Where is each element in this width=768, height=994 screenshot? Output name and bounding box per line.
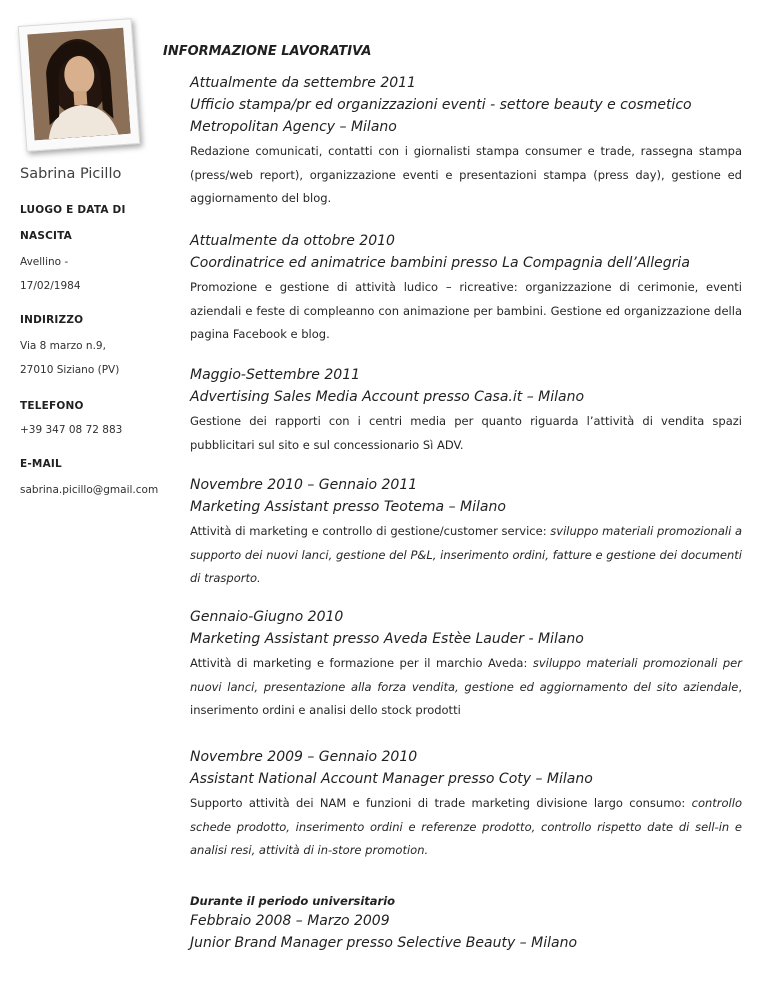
address-label: INDIRIZZO bbox=[20, 314, 84, 326]
job-description: Promozione e gestione di attività ludico – ricreative: organizzazione di cerimonie, eventi aziendali e feste di compleanno con animazione per bambini. Gestione ed organizzazione della pagina Facebook e blog. bbox=[190, 280, 742, 341]
address-line-1: Via 8 marzo n.9, bbox=[20, 340, 106, 352]
job-role: Marketing Assistant presso Teotema – Milano bbox=[190, 499, 506, 515]
job-description-text: Attività di marketing e formazione per il marchio Aveda: bbox=[190, 656, 533, 670]
portrait-image bbox=[27, 28, 130, 140]
job-role: Coordinatrice ed animatrice bambini presso La Compagnia dell’Allegria bbox=[190, 255, 690, 271]
section-title: INFORMAZIONE LAVORATIVA bbox=[163, 44, 372, 59]
profile-photo bbox=[27, 28, 130, 140]
job-date: Novembre 2009 – Gennaio 2010 bbox=[190, 749, 418, 765]
job-description: Gestione dei rapporti con i centri media per quanto riguarda l’attività di vendita spazi pubblicitari sul sito e sul concessionario Sì ADV. bbox=[190, 414, 742, 452]
job-entry bbox=[190, 364, 742, 457]
job-description-italic: controllo schede prodotto, inserimento ordini e referenze prodotto, controllo rispetto date di sell-in e analisi resi, attività di in-store promotion. bbox=[190, 796, 742, 857]
profile-photo-frame bbox=[18, 18, 141, 152]
job-company: Metropolitan Agency – Milano bbox=[190, 119, 397, 135]
job-description bbox=[190, 652, 742, 723]
job-entry bbox=[190, 230, 742, 347]
university-heading: Durante il periodo universitario bbox=[190, 894, 396, 908]
job-description: Redazione comunicati, contatti con i giornalisti stampa consumer e trade, rassegna stampa (press/web report), organizzazione eventi e presentazioni stampa (press day), gestione ed aggiornamento del blog. bbox=[190, 144, 742, 205]
job-entry bbox=[190, 72, 742, 211]
job-entry bbox=[190, 746, 742, 863]
job-role: Assistant National Account Manager presso Coty – Milano bbox=[190, 771, 593, 787]
job-description-italic: sviluppo materiali promozionali per nuovi lanci, presentazione alla forza vendita, gestione ed aggiornamento del sito aziendale bbox=[190, 656, 742, 694]
job-date: Attualmente da ottobre 2010 bbox=[190, 233, 395, 249]
job-description-text: Supporto attività dei NAM e funzioni di trade marketing divisione largo consumo: bbox=[190, 796, 692, 810]
job-description bbox=[190, 792, 742, 863]
phone-value: +39 347 08 72 883 bbox=[20, 424, 123, 436]
email-label: E-MAIL bbox=[20, 458, 62, 470]
phone-label: TELEFONO bbox=[20, 400, 84, 412]
job-role: Junior Brand Manager presso Selective Beauty – Milano bbox=[190, 935, 578, 951]
job-date: Novembre 2010 – Gennaio 2011 bbox=[190, 477, 418, 493]
email-value: sabrina.picillo@gmail.com bbox=[20, 484, 159, 496]
job-description-italic: sviluppo materiali promozionali a supporto dei nuovi lanci, gestione del P&L, inserimento ordini, fatture e gestione dei documenti di trasporto. bbox=[190, 524, 742, 585]
job-description bbox=[190, 520, 742, 591]
job-description-text: Attività di marketing e controllo di gestione/customer service: bbox=[190, 524, 551, 538]
job-role: Marketing Assistant presso Aveda Estèe Lauder - Milano bbox=[190, 631, 584, 647]
address-line-2: 27010 Siziano (PV) bbox=[20, 364, 120, 376]
job-date: Gennaio-Giugno 2010 bbox=[190, 609, 344, 625]
job-role: Advertising Sales Media Account presso Casa.it – Milano bbox=[190, 389, 585, 405]
job-role: Ufficio stampa/pr ed organizzazioni eventi - settore beauty e cosmetico bbox=[190, 97, 692, 113]
birth-label: LUOGO E DATA DI bbox=[20, 204, 126, 216]
job-entry bbox=[190, 606, 742, 723]
job-entry bbox=[190, 910, 742, 954]
job-date: Febbraio 2008 – Marzo 2009 bbox=[190, 913, 390, 929]
birth-label-line-2: NASCITA bbox=[20, 230, 72, 242]
birth-date: 17/02/1984 bbox=[20, 280, 81, 292]
profile-name: Sabrina Picillo bbox=[20, 166, 122, 182]
job-date: Attualmente da settembre 2011 bbox=[190, 75, 416, 91]
birth-place: Avellino - bbox=[20, 256, 69, 268]
job-entry bbox=[190, 474, 742, 591]
job-description-tail: , inserimento ordini e analisi dello stock prodotti bbox=[190, 679, 742, 717]
job-date: Maggio-Settembre 2011 bbox=[190, 367, 361, 383]
